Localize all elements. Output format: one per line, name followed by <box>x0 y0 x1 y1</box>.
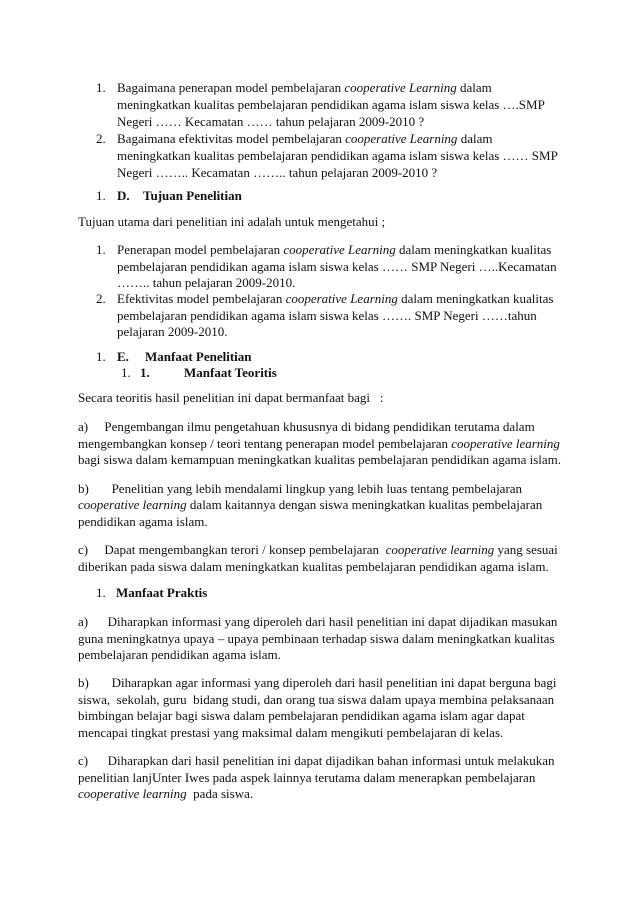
heading-title: Manfaat Teoritis <box>184 365 277 380</box>
heading-letter: E. <box>117 349 129 364</box>
paragraph-line: bimbingan belajar bagi siswa dalam pembelajaran pendidikan agama islam agar dapat <box>78 708 525 723</box>
paragraph-line: c) Diharapkan dari hasil penelitian ini dapat dijadikan bahan informasi untuk melakukan <box>78 753 555 768</box>
list-item-line: pembelajaran pendidikan agama islam siswa kelas ……. SMP Negeri ……tahun <box>117 308 537 323</box>
list-item-line: pelajaran 2009-2010. <box>117 324 228 339</box>
paragraph-line: guna meningkatnya upaya – upaya pembinaan terhadap siswa dalam meningkatkan kualitas <box>78 631 555 646</box>
heading-number: 1. <box>121 365 131 380</box>
heading-number-inner: 1. <box>140 365 150 380</box>
paragraph-intro: Tujuan utama dari penelitian ini adalah untuk mengetahui ; <box>78 214 386 229</box>
paragraph-line: b) Penelitian yang lebih mendalami lingkup yang lebih luas tentang pembelajaran <box>78 481 523 496</box>
list-item-line: Bagaimana efektivitas model pembelajaran cooperative Learning dalam <box>117 131 493 146</box>
paragraph-line: c) Dapat mengembangkan terori / konsep pembelajaran cooperative learning yang sesuai <box>78 542 558 557</box>
heading-number: 1. <box>96 188 106 203</box>
list-item-line: Negeri …….. Kecamatan …….. tahun pelajaran 2009-2010 ? <box>117 165 438 180</box>
paragraph-line: bagi siswa dalam kemampuan meningkatkan kualitas pembelajaran pendidikan agama islam. <box>78 452 562 467</box>
paragraph-line: a) Pengembangan ilmu pengetahuan khususnya di bidang pendidikan terutama dalam <box>78 419 535 434</box>
heading-number: 1. <box>96 585 106 600</box>
list-item-line: Negeri …… Kecamatan …… tahun pelajaran 2009-2010 ? <box>117 114 425 129</box>
paragraph-line: diberikan pada siswa dalam meningkatkan kualitas pembelajaran pendidikan agama islam. <box>78 559 549 574</box>
list-item-line: …….. tahun pelajaran 2009-2010. <box>117 275 296 290</box>
paragraph-line: siswa, sekolah, guru bidang studi, dan orang tua siswa dalam upaya membina pelaksanaan <box>78 692 555 707</box>
paragraph-line: pendidikan agama islam. <box>78 514 208 529</box>
list-number: 2. <box>96 131 106 146</box>
list-item-line: meningkatkan kualitas pembelajaran pendidikan agama islam siswa kelas …… SMP <box>117 148 558 163</box>
paragraph-line: cooperative learning pada siswa. <box>78 786 254 801</box>
paragraph-line: pembelajaran pendidikan agama islam. <box>78 647 281 662</box>
list-item-line: Penerapan model pembelajaran cooperative Learning dalam meningkatkan kualitas <box>117 242 552 257</box>
paragraph-line: a) Diharapkan informasi yang diperoleh dari hasil penelitian ini dapat dijadikan masukan <box>78 614 558 629</box>
list-item-line: Bagaimana penerapan model pembelajaran cooperative Learning dalam <box>117 80 492 95</box>
paragraph-line: cooperative learning dalam kaitannya dengan siswa meningkatkan kualitas pembelajaran <box>78 497 543 512</box>
list-number: 2. <box>96 291 106 306</box>
list-item-line: pembelajaran pendidikan agama islam siswa kelas …… SMP Negeri …..Kecamatan <box>117 259 557 274</box>
heading-number: 1. <box>96 349 106 364</box>
heading-title: Manfaat Praktis <box>116 585 208 600</box>
list-item-line: meningkatkan kualitas pembelajaran pendidikan agama islam siswa kelas ….SMP <box>117 97 545 112</box>
paragraph-line: mencapai tingkat prestasi yang maksimal dalam mengikuti pembelajaran di kelas. <box>78 725 504 740</box>
heading-title: Tujuan Penelitian <box>143 188 242 203</box>
heading-title: Manfaat Penelitian <box>145 349 252 364</box>
list-item-line: Efektivitas model pembelajaran cooperative Learning dalam meningkatkan kualitas <box>117 291 554 306</box>
heading-letter: D. <box>117 188 130 203</box>
paragraph-line: b) Diharapkan agar informasi yang diperoleh dari hasil penelitian ini dapat berguna bagi <box>78 675 557 690</box>
list-number: 1. <box>96 242 106 257</box>
paragraph-intro: Secara teoritis hasil penelitian ini dapat bermanfaat bagi : <box>78 390 384 405</box>
paragraph-line: mengembangkan konsep / teori tentang penerapan model pembelajaran cooperative learning <box>78 436 560 451</box>
list-number: 1. <box>96 80 106 95</box>
paragraph-line: penelitian lanjUnter Iwes pada aspek lainnya terutama dalam menerapkan pembelajaran <box>78 770 536 785</box>
